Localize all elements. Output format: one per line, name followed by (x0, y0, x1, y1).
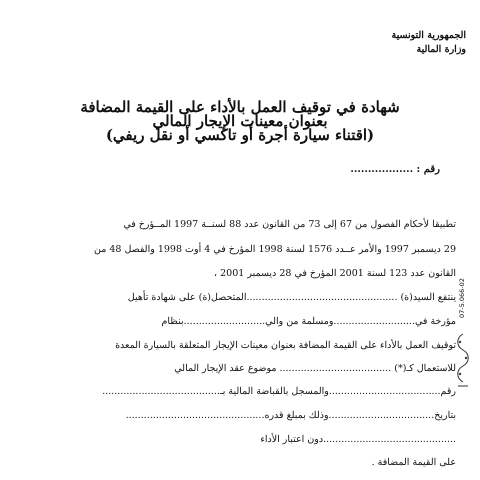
legal-basis-line-3: القانون عدد 123 لسنة 2001 المؤرخ في 28 ديسمبر 2001 ، (214, 268, 456, 279)
vehicle-use-line: للاستعمال كـ(*) ..................................... موضوع عقد الإيجار المالي (174, 363, 456, 374)
document-title-line-2: بعنوان معينات الإيجار المالي (152, 112, 328, 130)
form-code: 07-5.066-02 (458, 278, 466, 318)
document-title-line-1: شهادة في توقيف العمل بالأداء على القيمة المضافة (80, 98, 400, 116)
qualification-date-line: مؤرخة في...........................ومسلمة من والي...........................بنظام (161, 316, 456, 327)
legal-basis-line-2: 29 ديسمبر 1997 والأمر عــدد 1576 لسنة 1998 المؤرخ في 4 أوت 1998 والفصل 48 من (93, 244, 456, 255)
ministry-header: وزارة المالية (416, 44, 466, 55)
republic-header: الجمهورية التونسية (391, 30, 466, 41)
vat-line: على القيمة المضافة . (371, 457, 456, 468)
printer-stamp-icon (452, 330, 474, 390)
document-title-line-3: (اقتناء سيارة أجرة أو تاكسي أو نقل ريفي) (105, 126, 375, 144)
tax-exclusion-line: ............................................دون اعتبار الأداء (260, 434, 456, 445)
beneficiary-line: ينتفع السيد(ة) ..................................................المتحصل(ة) على شهادة تأهيل (127, 292, 456, 303)
suspension-line: توقيف العمل بالأداء على القيمة المضافة بعنوان معينات الإيجار المتعلقة بالسيارة المعدة (115, 340, 456, 351)
legal-basis-line-1: تطبيقا لأحكام الفصول من 67 إلى 73 من القانون عدد 88 لسنــة 1997 المــؤرخ في (123, 219, 456, 230)
date-amount-line: بتاريخ...................................وذلك بمبلغ قدره.............................................. (125, 410, 456, 421)
contract-number-line: رقم.....................................والمسجل بالقباضة المالية بـ....................................... (102, 386, 456, 397)
certificate-number: رقم : .................. (350, 164, 440, 175)
